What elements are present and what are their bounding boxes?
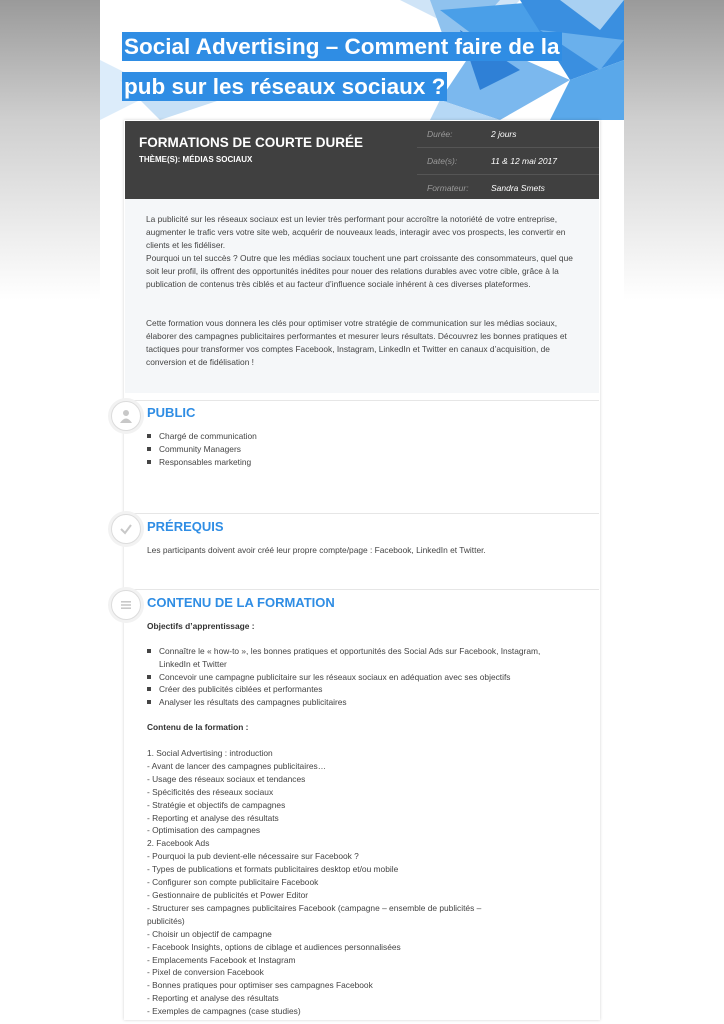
list-item: 2. Facebook Ads (147, 838, 210, 849)
list-item: - Reporting et analyse des résultats (147, 812, 279, 823)
list-item: - Avant de lancer des campagnes publicitaires… (147, 760, 327, 771)
list-item: - Configurer son compte publicitaire Facebook (147, 877, 319, 888)
public-title: PUBLIC (147, 405, 196, 420)
contenu-label: Contenu de la formation : (147, 722, 249, 732)
page-title (122, 27, 602, 107)
list-item: 1. Social Advertising : introduction (147, 748, 273, 758)
meta-label: Formateur: (427, 183, 469, 193)
list-item: Analyser les résultats des campagnes publicitaires (159, 696, 559, 709)
contenu-title: CONTENU DE LA FORMATION (147, 595, 335, 610)
list-item: - Gestionnaire de publicités et Power Editor (147, 889, 309, 900)
list-item: - Optimisation des campagnes (147, 825, 261, 836)
person-icon (111, 401, 141, 431)
list-item: - Spécificités des réseaux sociaux (147, 786, 274, 797)
list-item: Responsables marketing (159, 456, 559, 469)
section-divider (125, 589, 599, 590)
document-page (100, 0, 624, 1024)
course-meta (417, 121, 599, 199)
list-item: - Pourquoi la pub devient-elle nécessaire sur Facebook ? (147, 851, 359, 862)
public-list (159, 430, 559, 468)
page-title-text: Social Advertising – Comment faire de la pub sur les réseaux sociaux ? (124, 34, 560, 99)
banner-info (139, 135, 363, 164)
objectifs-list (159, 645, 559, 709)
section-divider (125, 400, 599, 401)
meta-trainer (417, 175, 599, 201)
hero-header (100, 0, 624, 120)
intro-paragraph-3: Cette formation vous donnera les clés pour optimiser votre stratégie de communication sur les médias sociaux, élaborer des campagnes publicitaires performantes et mesurer leurs résultats. Découvrez les bonnes pratiques et tactiques pour transformer vos comptes Facebook, Instagram, LinkedIn et Twitter en canaux d’acquisition, de conversion et de fidélisation ! (146, 318, 567, 367)
list-item: - Pixel de conversion Facebook (147, 967, 264, 978)
intro-section (125, 199, 599, 393)
list-item: - Usage des réseaux sociaux et tendances (147, 773, 306, 784)
list-item: - Emplacements Facebook et Instagram (147, 954, 296, 965)
meta-duration (417, 121, 599, 148)
check-icon (111, 514, 141, 544)
contenu-list (147, 747, 507, 1018)
meta-value: 2 jours (491, 129, 517, 139)
list-item: Connaître le « how-to », les bonnes pratiques et opportunités des Social Ads sur Facebook, Instagram, LinkedIn et Twitter (159, 645, 559, 671)
meta-value: 11 & 12 mai 2017 (491, 156, 557, 166)
section-divider (125, 513, 599, 514)
list-item: Chargé de communication (159, 430, 559, 443)
list-item: - Types de publications et formats publicitaires desktop et/ou mobile (147, 864, 399, 875)
list-item: Community Managers (159, 443, 559, 456)
meta-label: Durée: (427, 129, 453, 139)
banner-heading: FORMATIONS DE COURTE DURÉE (139, 135, 364, 150)
meta-value: Sandra Smets (491, 183, 545, 193)
list-item: - Structurer ses campagnes publicitaires Facebook (campagne – ensemble de publicités – publicités) (147, 902, 482, 926)
list-item: - Bonnes pratiques pour optimiser ses campagnes Facebook (147, 980, 373, 991)
list-item: - Exemples de campagnes (case studies) (147, 1006, 301, 1017)
meta-dates (417, 148, 599, 175)
list-item: - Reporting et analyse des résultats (147, 993, 279, 1004)
prerequis-title: PRÉREQUIS (147, 519, 224, 534)
list-item: Créer des publicités ciblées et performantes (159, 683, 559, 696)
prerequis-text: Les participants doivent avoir créé leur propre compte/page : Facebook, LinkedIn et Twitter. (147, 545, 486, 555)
list-item: - Choisir un objectif de campagne (147, 928, 272, 939)
intro-paragraph-2: Pourquoi un tel succès ? Outre que les médias sociaux touchent une part croissante des consommateurs, quel que soit leur profil, ils offrent des opportunités inédites pour nouer des relations durables avec votre cible, grâce à la publication de contenus très ciblés et au facteur d’influence sociale inhérent à ces diverses plateformes. (146, 253, 573, 289)
course-banner (125, 121, 599, 199)
intro-paragraph-1: La publicité sur les réseaux sociaux est un levier très performant pour accroître la notoriété de votre entreprise, augmenter le trafic vers votre site web, acquérir de nouveaux leads, interagir avec vos prospects, les convertir en clients et les fidéliser. (146, 214, 566, 250)
banner-theme: THÈME(S): MÉDIAS SOCIAUX (139, 155, 253, 164)
list-item: - Stratégie et objectifs de campagnes (147, 799, 286, 810)
objectifs-label: Objectifs d’apprentissage : (147, 621, 255, 631)
list-item: Concevoir une campagne publicitaire sur les réseaux sociaux en adéquation avec ses objectifs (159, 671, 559, 684)
meta-label: Date(s): (427, 156, 458, 166)
list-icon (111, 590, 141, 620)
list-item: - Facebook Insights, options de ciblage et audiences personnalisées (147, 941, 401, 952)
